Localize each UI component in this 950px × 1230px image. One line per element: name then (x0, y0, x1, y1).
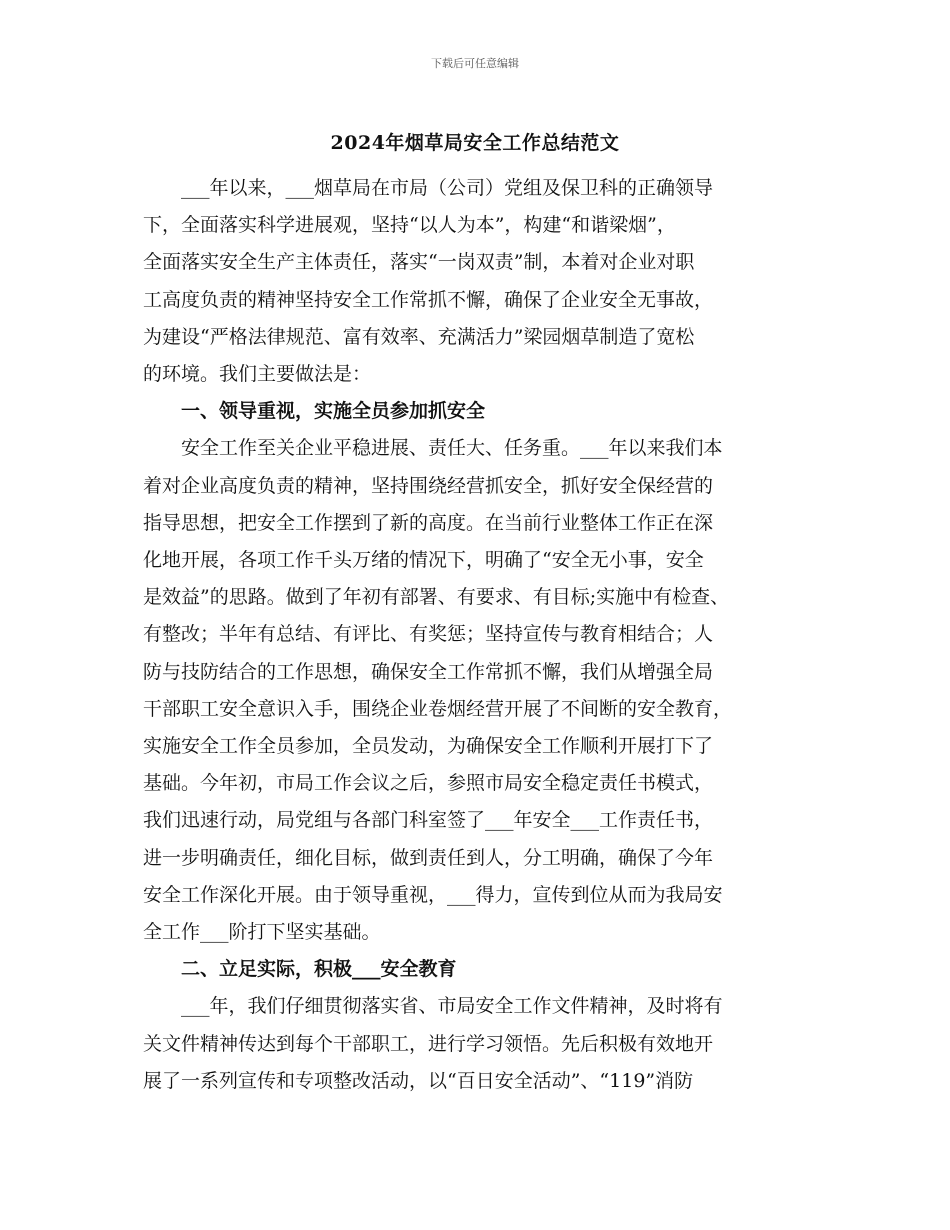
body-line: 化地开展，各项工作千头万绪的情况下，明确了“安全无小事，安全 (143, 549, 704, 572)
body-line: 下，全面落实科学进展观，坚持“以人为本”，构建“和谐梁烟”， (143, 214, 676, 237)
body-line: 的环境。我们主要做法是： (143, 363, 372, 386)
body-line: 基础。今年初，市局工作会议之后，参照市局安全稳定责任书模式， (143, 772, 714, 795)
body-line: 展了一系列宣传和专项整改活动，以“百日安全活动”、“119”消防 (143, 1069, 694, 1092)
body-line: 着对企业高度负责的精神，坚持围绕经营抓安全，抓好安全保经营的 (143, 474, 714, 497)
body-line: 指导思想，把安全工作摆到了新的高度。在当前行业整体工作正在深 (143, 511, 714, 534)
body-line: 我们迅速行动，局党组与各部门科室签了___年安全___工作责任书， (143, 809, 714, 832)
body-line: 进一步明确责任，细化目标，做到责任到人，分工明确，确保了今年 (143, 846, 714, 869)
body-line: 实施安全工作全员参加，全员发动，为确保安全工作顺利开展打下了 (143, 735, 714, 758)
body-line: 工高度负责的精神坚持安全工作常抓不懈，确保了企业安全无事故， (143, 288, 714, 311)
body-line: 为建设“严格法律规范、富有效率、充满活力”梁园烟草制造了宽松 (143, 325, 695, 348)
document-body (143, 170, 815, 1100)
section-heading-2: 二、立足实际，积极___安全教育 (181, 958, 457, 981)
body-line: 全工作___阶打下坚实基础。 (143, 921, 381, 944)
body-line: 干部职工安全意识入手，围绕企业卷烟经营开展了不间断的安全教育， (143, 697, 733, 720)
body-line: ___年，我们仔细贯彻落实省、市局安全工作文件精神，及时将有 (143, 995, 723, 1018)
body-line: 是效益”的思路。做到了年初有部署、有要求、有目标;实施中有检查、 (143, 586, 730, 609)
body-line: ___年以来，___烟草局在市局（公司）党组及保卫科的正确领导 (143, 177, 714, 199)
document-title: 2024年烟草局安全工作总结范文 (330, 132, 620, 154)
body-line: 有整改；半年有总结、有评比、有奖惩；坚持宣传与教育相结合；人 (143, 623, 714, 646)
body-line: 防与技防结合的工作思想，确保安全工作常抓不懈，我们从增强全局 (143, 660, 714, 683)
body-line: 安全工作至关企业平稳进展、责任大、任务重。___年以来我们本 (143, 437, 723, 460)
body-line: 全面落实安全生产主体责任，落实“一岗双责”制，本着对企业对职 (143, 251, 695, 274)
section-heading-1: 一、领导重视，实施全员参加抓安全 (181, 400, 486, 423)
page-header-note: 下载后可任意编辑 (431, 57, 519, 70)
body-line: 安全工作深化开展。由于领导重视，___得力，宣传到位从而为我局安 (143, 883, 723, 906)
body-line: 关文件精神传达到每个干部职工，进行学习领悟。先后积极有效地开 (143, 1032, 714, 1055)
